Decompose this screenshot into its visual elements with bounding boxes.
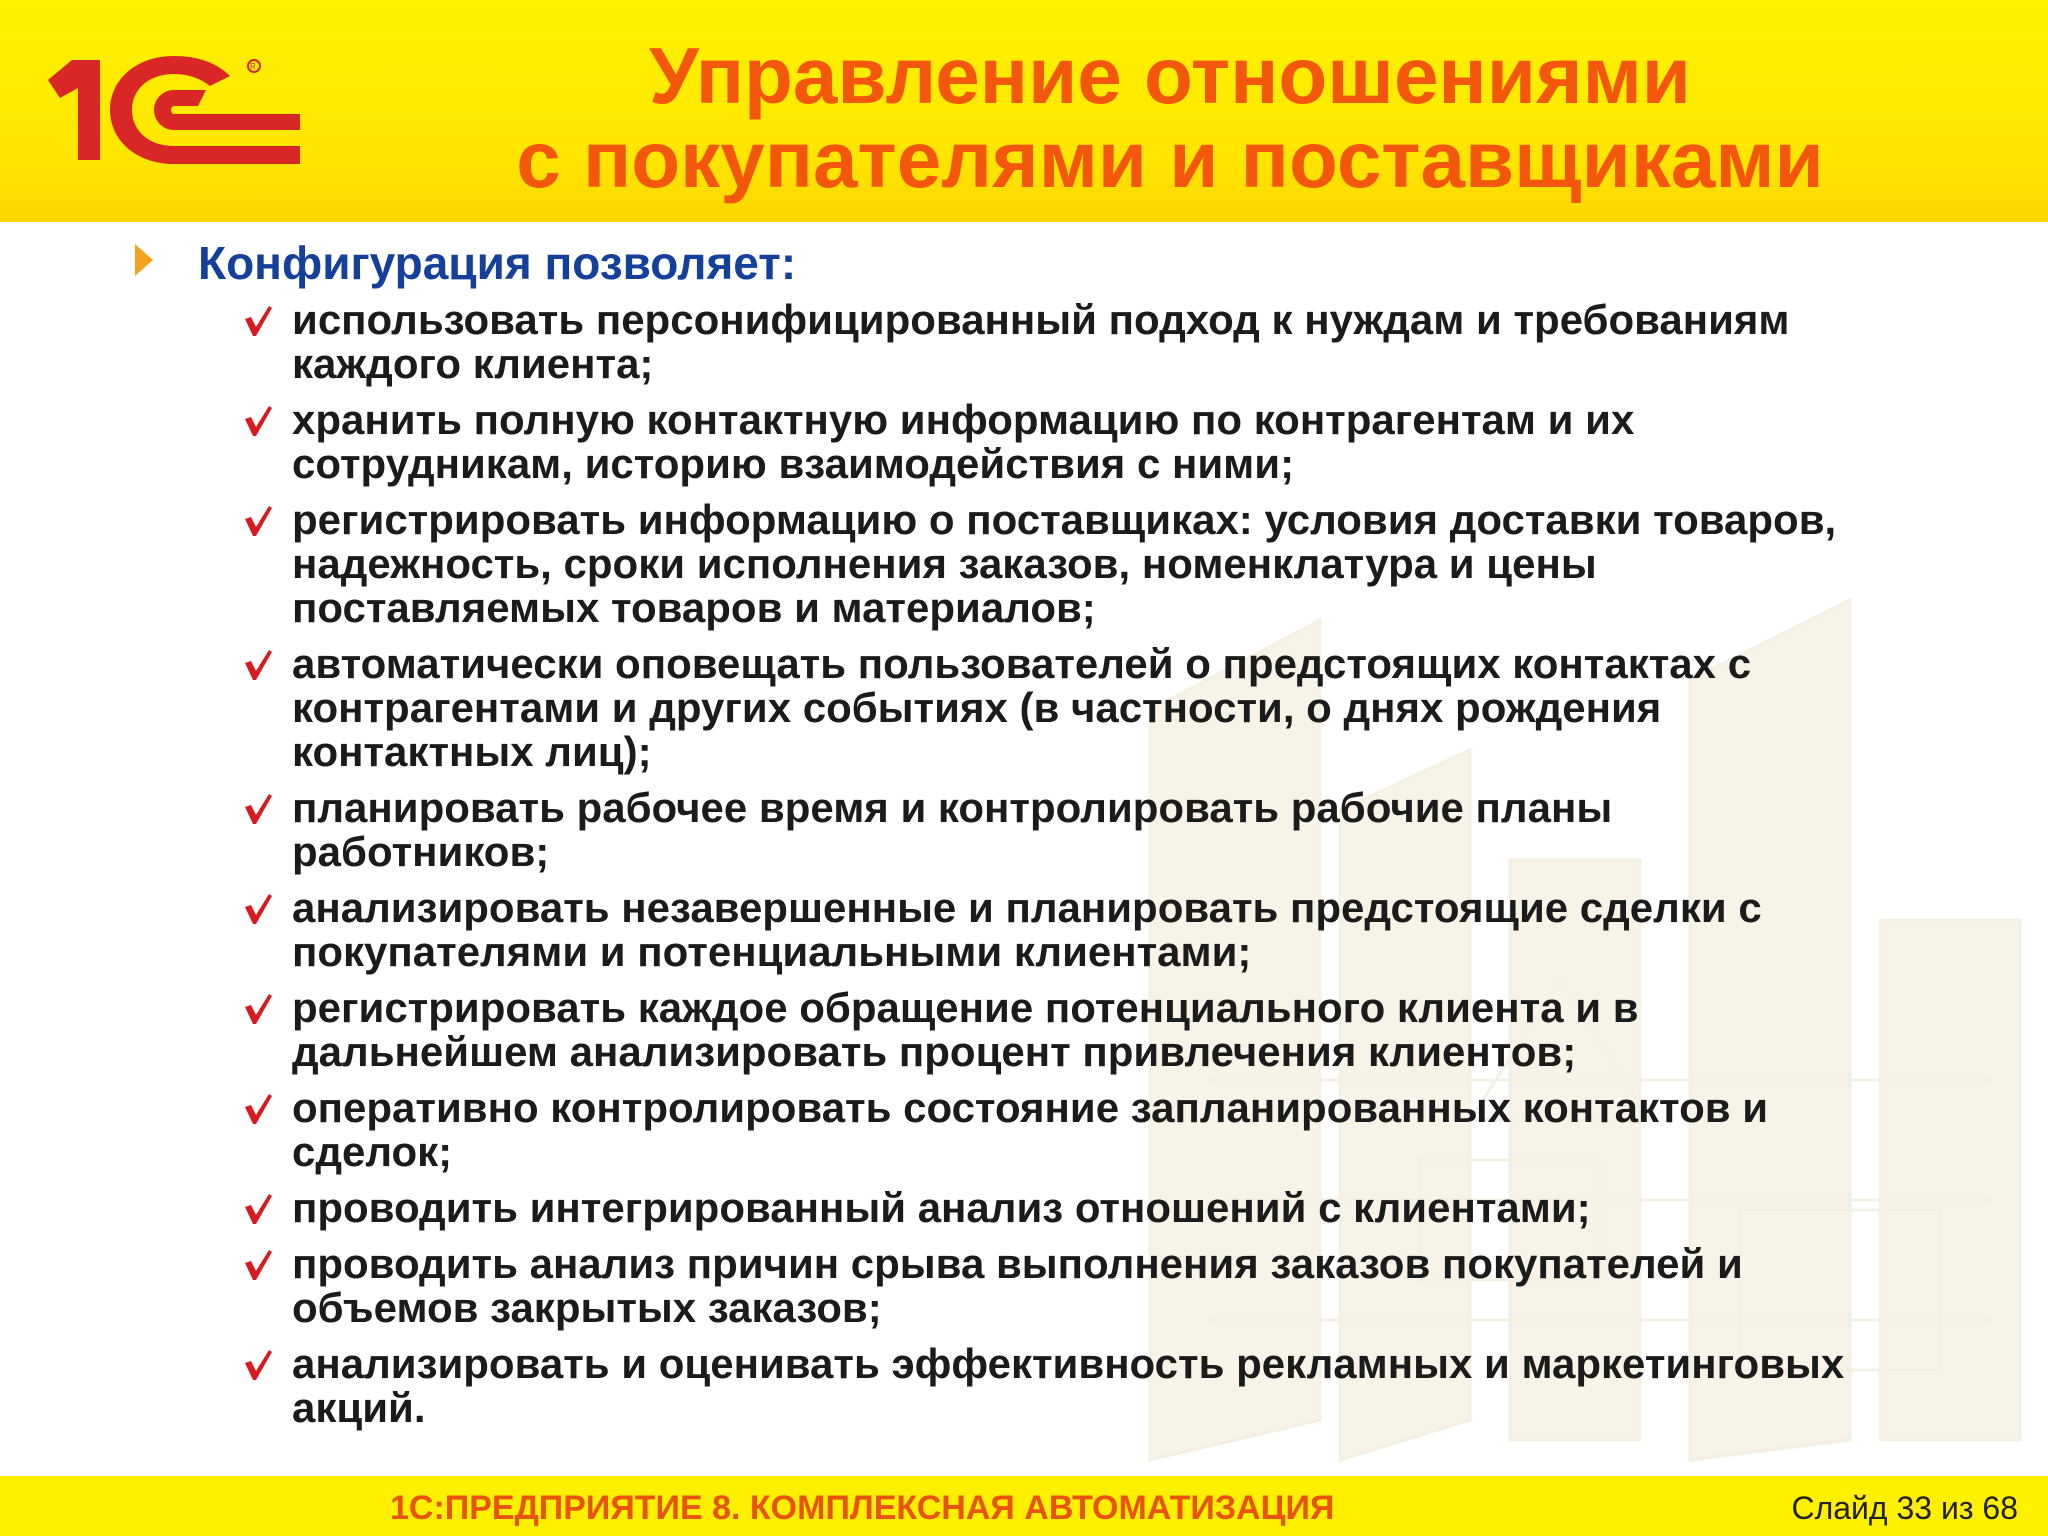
item-line: покупателями и потенциальными клиентами; [292, 928, 1252, 975]
list-item [242, 786, 2010, 874]
checkmark-icon [242, 791, 274, 825]
1c-logo [38, 48, 308, 173]
item-line: проводить интегрированный анализ отношений с клиентами; [292, 1184, 1591, 1231]
checkmark-icon [242, 503, 274, 537]
item-line: сделок; [292, 1128, 453, 1175]
item-line: анализировать незавершенные и планировать предстоящие сделки с [292, 884, 1762, 931]
item-line: объемов закрытых заказов; [292, 1284, 882, 1331]
checkmark-icon [242, 403, 274, 437]
checkmark-icon [242, 1247, 274, 1281]
list-item [242, 498, 2010, 630]
list-item [242, 298, 2010, 386]
title-line-1: Управление отношениями [649, 31, 1691, 120]
item-line: хранить полную контактную информацию по контрагентам и их [292, 396, 1635, 443]
footer-title: 1С:ПРЕДПРИЯТИЕ 8. КОМПЛЕКСНАЯ АВТОМАТИЗАЦИЯ [390, 1489, 1335, 1527]
item-line: надежность, сроки исполнения заказов, номенклатура и цены [292, 540, 1597, 587]
item-line: анализировать и оценивать эффективность рекламных и маркетинговых [292, 1340, 1845, 1387]
slide-content [130, 230, 2010, 1442]
item-line: работников; [292, 828, 550, 875]
list-item [242, 1342, 2010, 1430]
item-line: каждого клиента; [292, 340, 654, 387]
item-line: регистрировать каждое обращение потенциального клиента и в [292, 984, 1639, 1031]
item-line: планировать рабочее время и контролировать рабочие планы [292, 784, 1613, 831]
title-line-2: с покупателями и поставщиками [516, 115, 1824, 204]
slide-counter: Слайд 33 из 68 [1791, 1490, 2018, 1526]
slide-header [0, 0, 2048, 222]
item-line: контрагентами и других событиях (в частности, о днях рождения [292, 684, 1662, 731]
item-line: сотрудникам, историю взаимодействия с ними; [292, 440, 1295, 487]
item-line: автоматически оповещать пользователей о предстоящих контактах с [292, 640, 1752, 687]
checkmark-icon [242, 1347, 274, 1381]
checkmark-icon [242, 891, 274, 925]
item-line: проводить анализ причин срыва выполнения заказов покупателей и [292, 1240, 1743, 1287]
checkmark-icon [242, 991, 274, 1025]
triangle-bullet-icon [135, 244, 153, 276]
item-line: акций. [292, 1384, 426, 1431]
item-line: регистрировать информацию о поставщиках: условия доставки товаров, [292, 496, 1837, 543]
feature-list [130, 298, 2010, 1430]
list-item [242, 1242, 2010, 1330]
checkmark-icon [242, 1191, 274, 1225]
slide-title [420, 31, 1920, 204]
item-line: контактных лиц); [292, 728, 652, 775]
slide-footer [0, 1476, 2048, 1536]
intro-text: Конфигурация позволяет: [198, 237, 797, 289]
list-item [242, 642, 2010, 774]
item-line: дальнейшем анализировать процент привлечения клиентов; [292, 1028, 1577, 1075]
checkmark-icon [242, 647, 274, 681]
item-line: поставляемых товаров и материалов; [292, 584, 1096, 631]
svg-text:R: R [250, 62, 256, 71]
list-item [242, 1186, 2010, 1230]
intro-heading [130, 236, 2010, 290]
item-line: оперативно контролировать состояние запланированных контактов и [292, 1084, 1769, 1131]
list-item [242, 398, 2010, 486]
list-item [242, 1086, 2010, 1174]
checkmark-icon [242, 1091, 274, 1125]
list-item [242, 886, 2010, 974]
item-line: использовать персонифицированный подход к нуждам и требованиям [292, 296, 1790, 343]
list-item [242, 986, 2010, 1074]
checkmark-icon [242, 303, 274, 337]
